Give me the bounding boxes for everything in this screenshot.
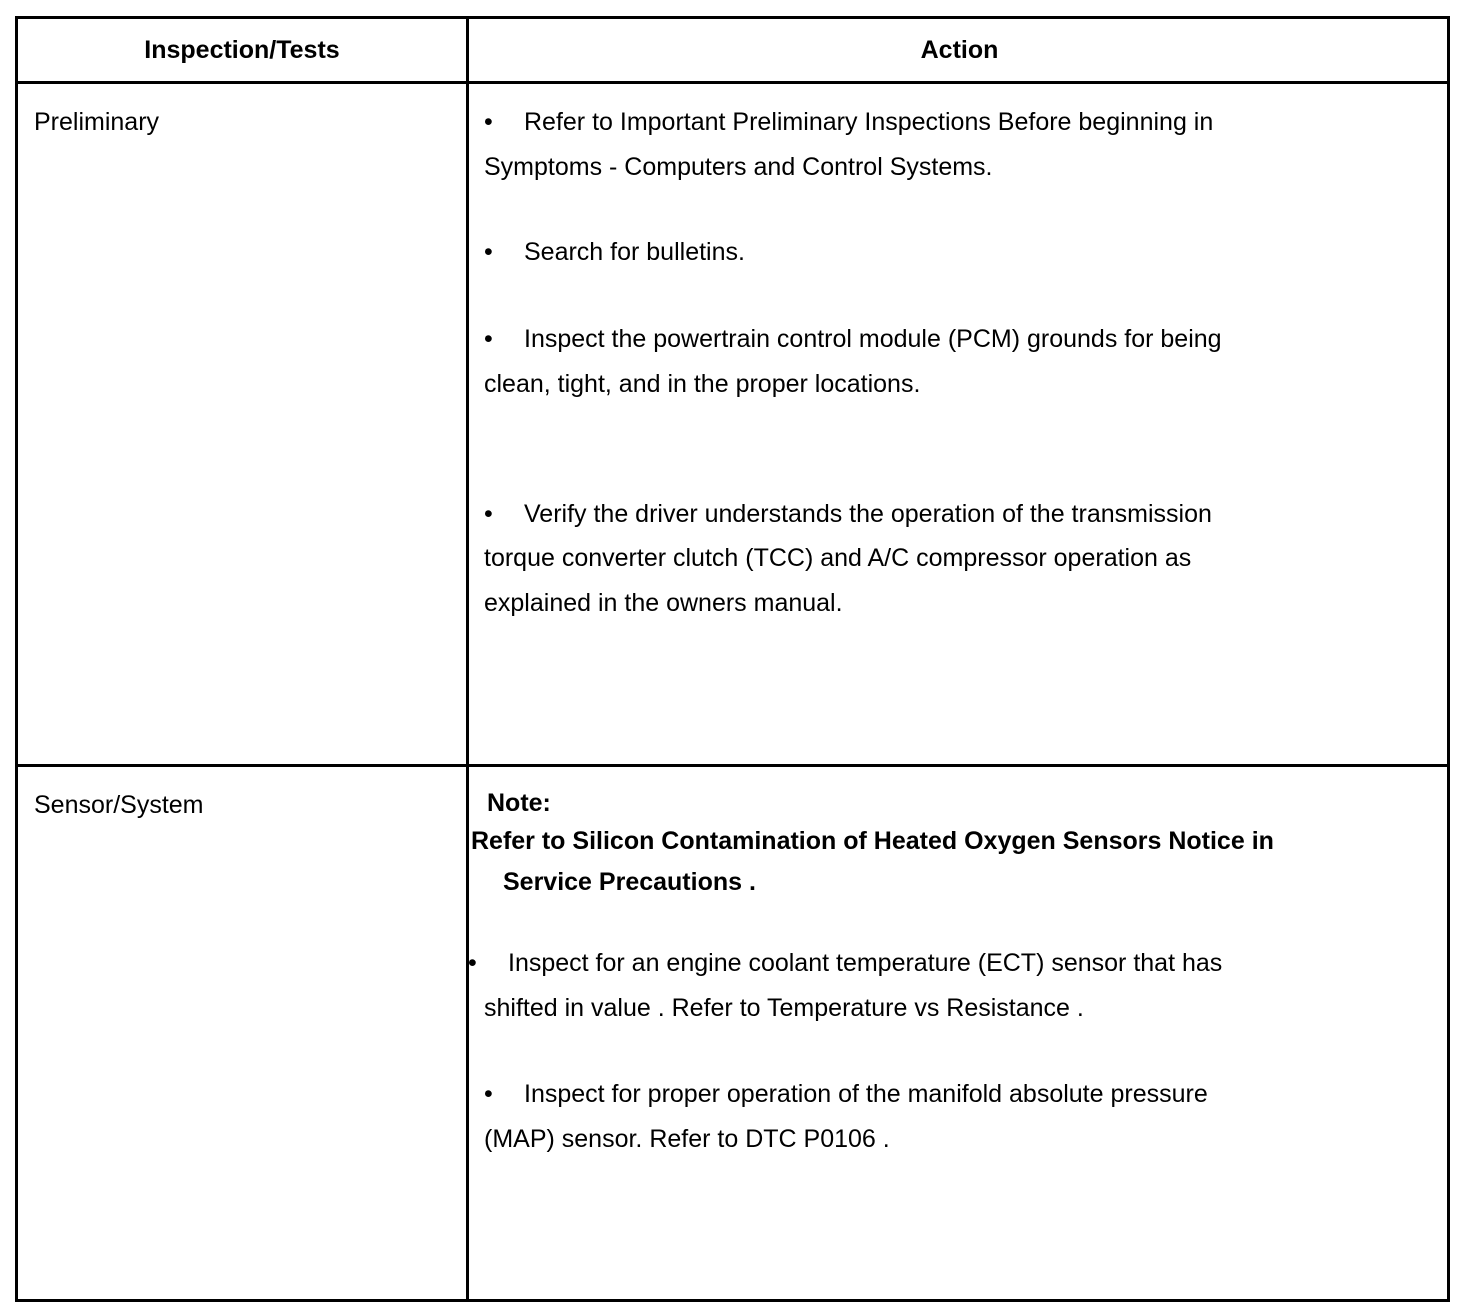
item-text-continued: (MAP) sensor. Refer to DTC P0106 . [484,1125,890,1153]
list-item [484,237,745,267]
item-text: Verify the driver understands the operation of the transmission [524,500,1212,528]
header-action: Action [920,35,999,64]
bullet-icon: • [484,108,493,136]
list-item [484,107,1213,137]
note-text-continued: Service Precautions . [503,868,756,896]
row-label-sensor-system: Sensor/System [34,791,204,819]
item-text: Search for bulletins. [524,238,745,266]
bullet-icon: • [484,238,493,266]
item-text: Inspect for proper operation of the manifold absolute pressure [524,1080,1208,1108]
list-item [484,324,1222,354]
list-item [484,499,1212,529]
item-text: Refer to Important Preliminary Inspections Before beginning in [524,108,1214,136]
bullet-icon: • [468,949,477,977]
note-text: Refer to Silicon Contamination of Heated Oxygen Sensors Notice in [471,827,1274,855]
list-item [484,1079,1208,1109]
header-inspection-tests: Inspection/Tests [144,35,340,64]
list-item [468,948,1222,978]
item-text-continued: Symptoms - Computers and Control Systems. [484,153,993,181]
item-text-continued: explained in the owners manual. [484,589,843,617]
item-text-continued: shifted in value . Refer to Temperature vs Resistance . [484,994,1084,1022]
header-divider [18,81,1447,84]
bullet-icon: • [484,325,493,353]
inspection-table [15,16,1450,1302]
bullet-icon: • [484,500,493,528]
item-text-continued: clean, tight, and in the proper locations. [484,370,921,398]
item-text: Inspect for an engine coolant temperature (ECT) sensor that has [508,949,1223,977]
item-text: Inspect the powertrain control module (PCM) grounds for being [524,325,1222,353]
item-text-continued: torque converter clutch (TCC) and A/C compressor operation as [484,544,1192,572]
note-title: Note: [487,789,551,817]
column-divider [466,19,469,1299]
bullet-icon: • [484,1080,493,1108]
row-divider [18,764,1447,767]
row-label-preliminary: Preliminary [34,108,160,136]
